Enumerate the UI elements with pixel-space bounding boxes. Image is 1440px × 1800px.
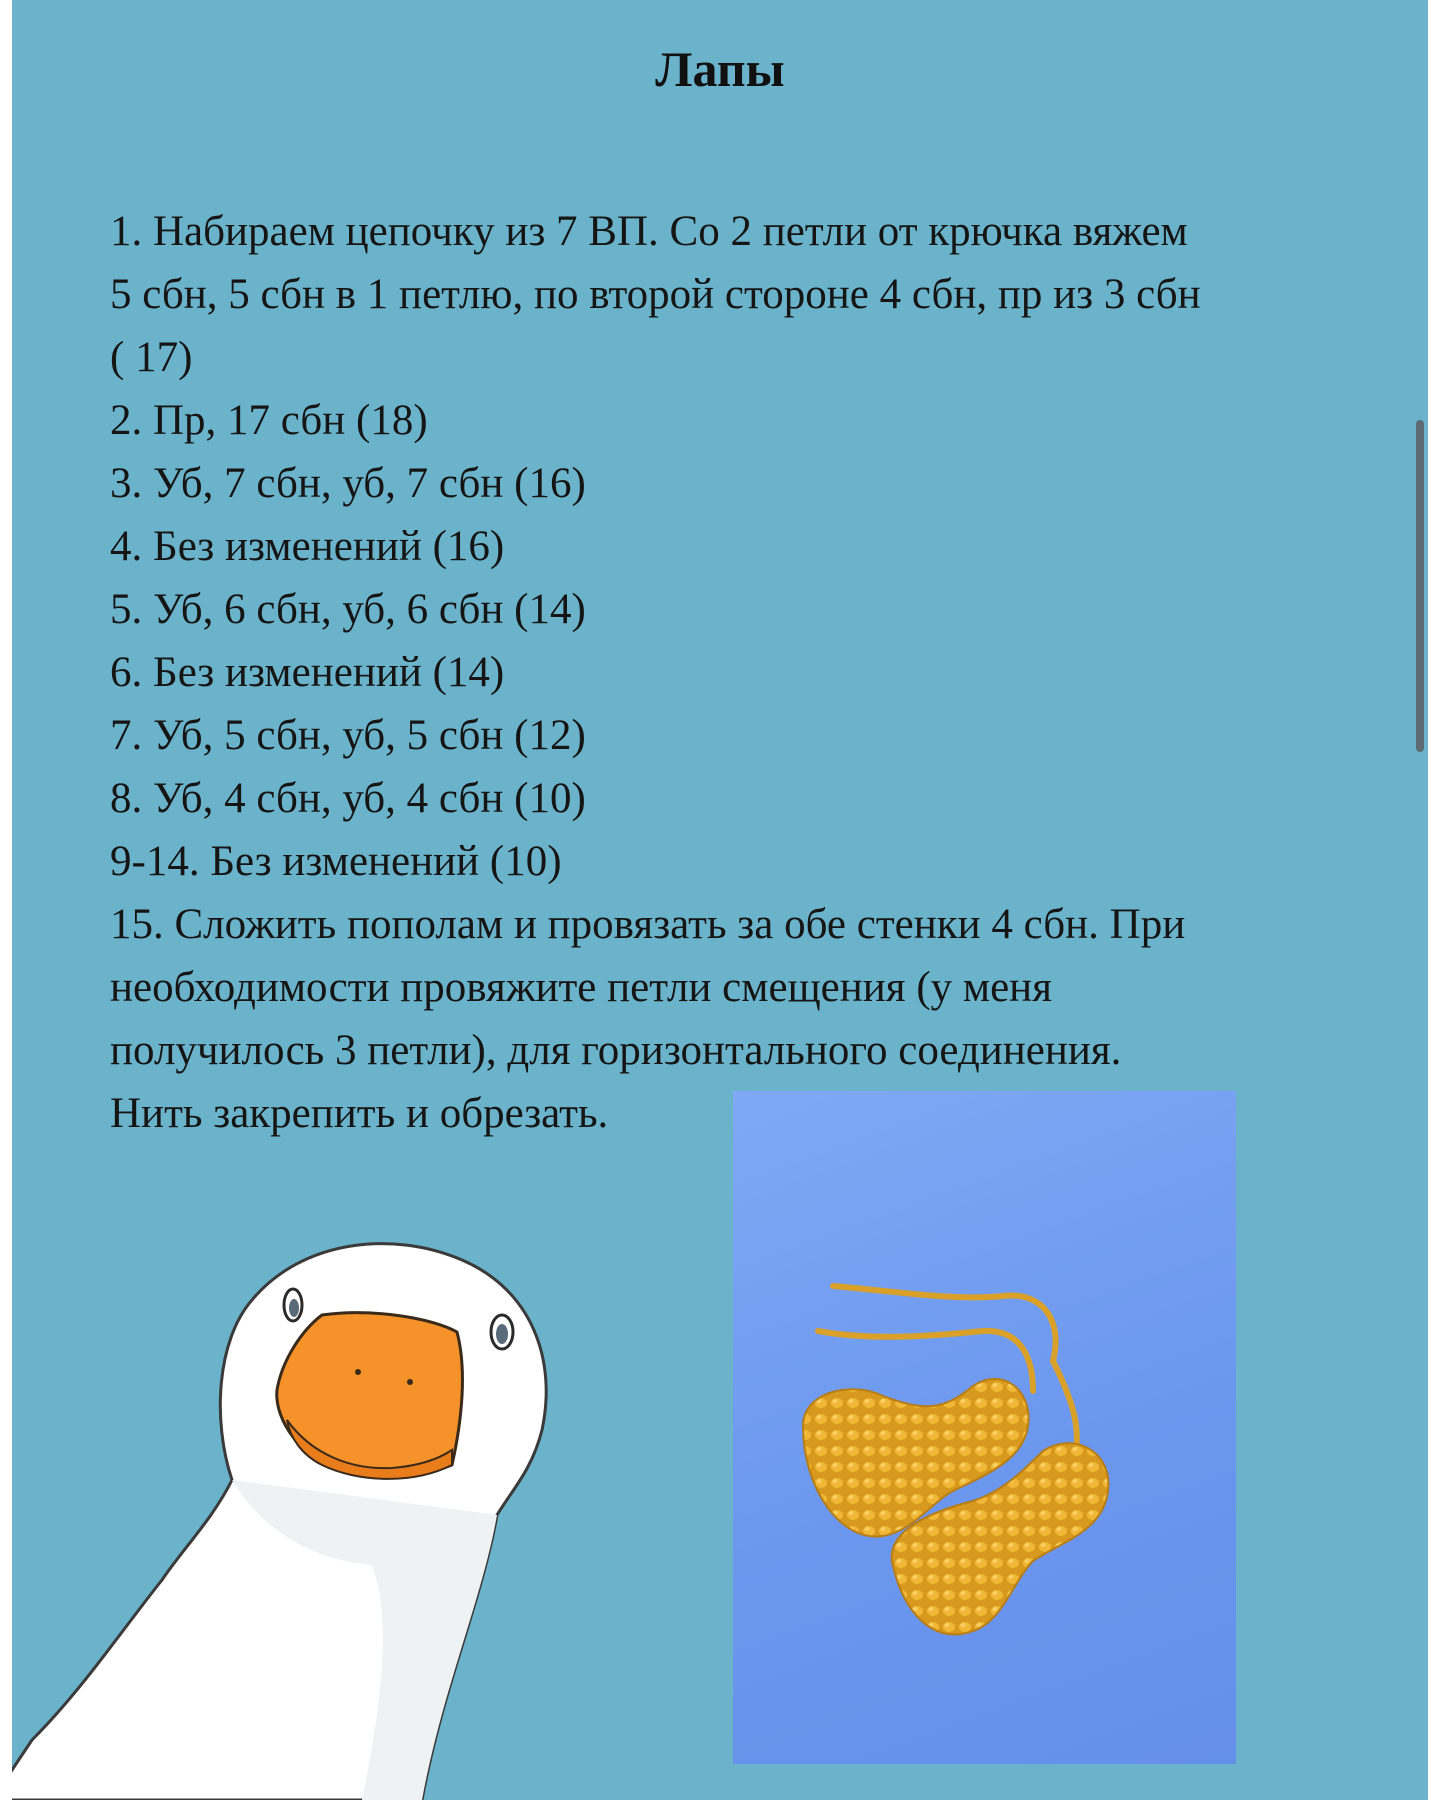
list-item: 15. Сложить пополам и провязать за обе стенки 4 сбн. При: [110, 901, 1186, 948]
list-item: Нить закрепить и обрезать.: [110, 1090, 609, 1137]
list-item: получилось 3 петли), для горизонтального соединения.: [110, 1027, 1122, 1074]
list-item: 3. Уб, 7 сбн, уб, 7 сбн (16): [110, 460, 586, 507]
list-item: 5. Уб, 6 сбн, уб, 6 сбн (14): [110, 586, 586, 633]
eye-left-icon: [284, 1289, 302, 1321]
list-item: 4. Без изменений (16): [110, 523, 505, 570]
goose-illustration: [12, 1220, 592, 1800]
eye-right-icon: [491, 1315, 513, 1349]
list-item: 8. Уб, 4 сбн, уб, 4 сбн (10): [110, 775, 586, 822]
instruction-list: [110, 200, 1370, 1145]
list-item: 5 сбн, 5 сбн в 1 петлю, по второй стороне 4 сбн, пр из 3 сбн: [110, 271, 1201, 318]
crochet-feet-photo: [733, 1091, 1236, 1764]
list-item: 9-14. Без изменений (10): [110, 838, 562, 885]
page-title: Лапы: [655, 41, 785, 97]
list-item: 2. Пр, 17 сбн (18): [110, 397, 428, 444]
list-item: ( 17): [110, 334, 193, 381]
yarn-feet-drawing: [733, 1091, 1236, 1764]
list-item: 6. Без изменений (14): [110, 649, 505, 696]
page: [12, 0, 1428, 1800]
list-item: 1. Набираем цепочку из 7 ВП. Со 2 петли от крючка вяжем: [110, 208, 1188, 255]
scrollbar[interactable]: [1416, 420, 1424, 752]
list-item: 7. Уб, 5 сбн, уб, 5 сбн (12): [110, 712, 586, 759]
beak-icon: [277, 1313, 463, 1479]
list-item: необходимости провяжите петли смещения (у меня: [110, 964, 1052, 1011]
